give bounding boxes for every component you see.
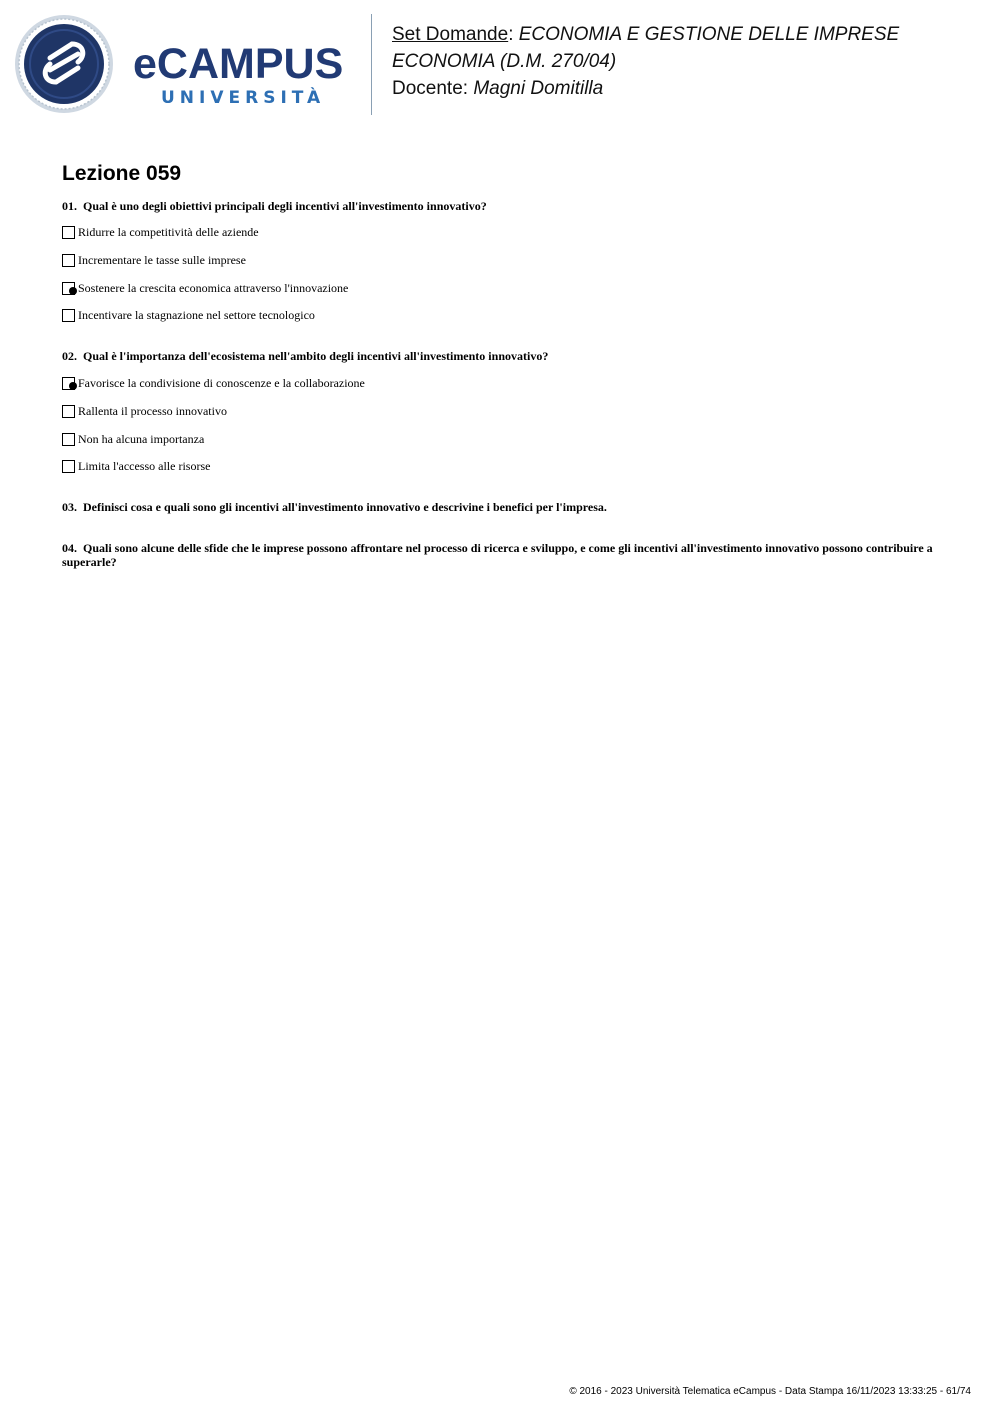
option-label: Incentivare la stagnazione nel settore tecnologico — [78, 308, 315, 322]
question-number: 02. — [62, 349, 77, 363]
docente-line — [392, 75, 982, 102]
answer-checkbox[interactable] — [62, 254, 75, 267]
set-title: ECONOMIA E GESTIONE DELLE IMPRESE — [518, 24, 900, 45]
question-text: Qual è l'importanza dell'ecosistema nell'ambito degli incentivi all'investimento innovativo? — [83, 349, 549, 363]
option-item-selected[interactable] — [62, 375, 365, 391]
lesson-title: Lezione 059 — [62, 162, 182, 185]
question-text: Quali sono alcune delle sfide che le imprese possono affrontare nel processo di ricerca e sviluppo, e come gli incentivi all'investimento innovativo possono contribuire a superarle? — [62, 541, 933, 569]
set-info — [392, 21, 982, 102]
option-label: Incrementare le tasse sulle imprese — [78, 253, 246, 267]
option-item-selected[interactable] — [62, 280, 348, 296]
question-text: Qual è uno degli obiettivi principali degli incentivi all'investimento innovativo? — [83, 199, 487, 213]
option-label: Non ha alcuna importanza — [78, 432, 205, 446]
set-title-continued: ECONOMIA (D.M. 270/04) — [392, 51, 617, 72]
question-03 — [62, 500, 942, 514]
page-footer: © 2016 - 2023 Università Telematica eCampus - Data Stampa 16/11/2023 13:33:25 - 61/74 — [569, 1386, 971, 1397]
option-label: Rallenta il processo innovativo — [78, 404, 227, 418]
header-divider — [371, 14, 372, 115]
question-02 — [62, 349, 942, 363]
answer-checkbox-checked[interactable] — [62, 282, 75, 295]
option-label: Favorisce la condivisione di conoscenze e la collaborazione — [78, 376, 365, 390]
answer-checkbox[interactable] — [62, 405, 75, 418]
question-01 — [62, 199, 942, 213]
docente-name: Magni Domitilla — [473, 78, 604, 99]
option-item[interactable] — [62, 431, 204, 447]
set-title-line1: Set Domande: ECONOMIA E GESTIONE DELLE IMPRESE — [392, 24, 900, 45]
question-number: 03. — [62, 500, 77, 514]
option-label: Sostenere la crescita economica attraverso l'innovazione — [78, 281, 349, 295]
option-item[interactable] — [62, 403, 227, 419]
page-header — [0, 0, 1000, 130]
question-04 — [62, 541, 942, 569]
option-item[interactable] — [62, 224, 259, 240]
option-item[interactable] — [62, 458, 210, 474]
answer-checkbox[interactable] — [62, 226, 75, 239]
question-number: 04. — [62, 541, 77, 555]
question-text: Definisci cosa e quali sono gli incentivi all'investimento innovativo e descrivine i benefici per l'impresa. — [83, 500, 607, 514]
docente-label: Docente: — [392, 78, 469, 99]
option-label: Ridurre la competitività delle aziende — [78, 225, 259, 239]
ecampus-wordmark — [133, 40, 357, 108]
option-item[interactable] — [62, 252, 246, 268]
answer-checkbox[interactable] — [62, 460, 75, 473]
logo-text: eCAMPUS — [133, 40, 344, 88]
question-number: 01. — [62, 199, 77, 213]
logo-subtext: UNIVERSITÀ — [161, 88, 326, 108]
answer-checkbox[interactable] — [62, 433, 75, 446]
set-title-line2 — [392, 48, 982, 75]
option-label: Limita l'accesso alle risorse — [78, 459, 211, 473]
ecampus-emblem-icon — [14, 14, 114, 114]
set-label: Set Domande — [392, 24, 509, 45]
selected-dot-icon — [69, 382, 77, 390]
answer-checkbox[interactable] — [62, 309, 75, 322]
option-item[interactable] — [62, 307, 315, 323]
answer-checkbox-checked[interactable] — [62, 377, 75, 390]
selected-dot-icon — [69, 287, 77, 295]
